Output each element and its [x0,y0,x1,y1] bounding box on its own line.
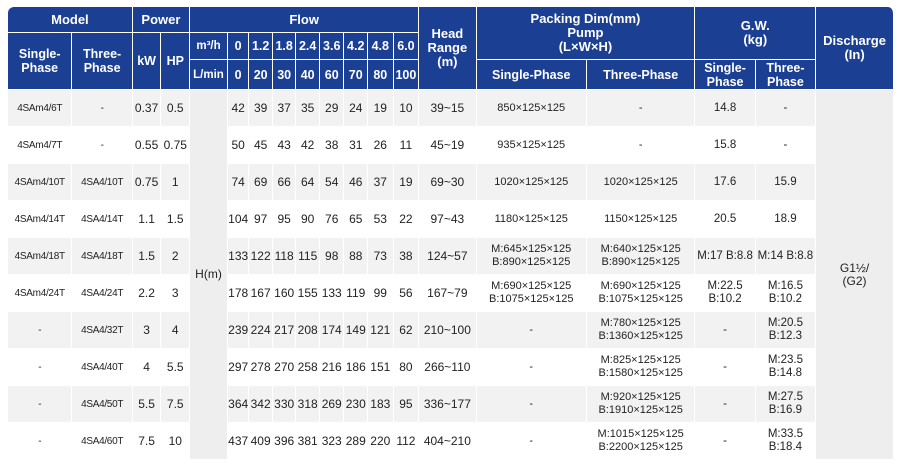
head-value: 155 [296,275,320,312]
gw-single-phase [695,423,755,460]
gw-single-phase [695,164,755,201]
gw-single-phase-line: - [723,360,727,373]
gw-single-phase [695,127,755,164]
head-value: 37 [368,164,394,201]
head-value: 62 [394,312,420,349]
head-value: 149 [344,312,368,349]
header-single-phase-line1: Single- [18,47,61,61]
header-power: Power [133,7,190,33]
header-gw-three-line2: Phase [766,74,804,89]
packing-three-phase [587,386,695,423]
head-value: 45 [249,127,273,164]
packing-single-phase [477,349,587,386]
power-kw: 0.55 [133,127,162,164]
flow-lmin-value: 100 [394,60,420,90]
head-value: 437 [228,423,249,460]
gw-single-phase [695,238,755,275]
model-single-phase: - [8,349,72,386]
packing-three-phase-line: B:2200×125×125 [598,441,683,453]
header-packing-line1: Packing Dim(mm) [530,11,641,26]
head-value: 381 [296,423,320,460]
packing-single-phase-line: 1180×125×125 [494,212,568,225]
header-single-phase [8,33,72,90]
gw-three-phase-line: B:10.2 [768,293,803,305]
model-single-phase: 4SAm4/6T [8,90,72,127]
packing-three-phase-line: M:780×125×125 [600,317,681,329]
table-row [8,201,894,238]
head-value: 318 [296,386,320,423]
flow-lmin-value: 30 [273,60,297,90]
packing-three-phase-line: B:1580×125×125 [598,367,683,379]
header-model: Model [8,7,133,33]
packing-three-phase-line: 1150×125×125 [604,212,678,225]
header-packing-line3: (L×W×H) [558,39,613,54]
head-value: 22 [394,201,420,238]
head-value: 74 [228,164,249,201]
head-range: 266~110 [419,349,476,386]
head-value: 98 [320,238,345,275]
power-kw: 5.5 [133,386,162,423]
packing-single-phase [477,423,587,460]
gw-three-phase-line: B:18.4 [768,441,803,453]
table-header [8,7,894,90]
pump-spec-table-container [8,7,894,460]
header-packing-line2: Pump [567,25,604,40]
table-row [8,127,894,164]
head-value: 183 [368,386,394,423]
head-value: 65 [344,201,368,238]
power-kw: 1.5 [133,238,162,275]
model-three-phase: - [72,127,132,164]
gw-three-phase [756,349,816,386]
model-three-phase: 4SA4/18T [72,238,132,275]
packing-single-phase-line: 1020×125×125 [494,175,569,188]
packing-single-phase-line: M:690×125×125 [491,280,572,292]
gw-single-phase [695,275,755,312]
packing-three-phase [587,127,695,164]
packing-three-phase [587,275,695,312]
flow-m3h-value: 1.2 [249,33,273,60]
gw-single-phase-line: 17.6 [713,175,737,188]
head-value: 278 [249,349,273,386]
packing-single-phase [477,201,587,238]
gw-single-phase-line: - [723,397,727,410]
gw-three-phase [756,275,816,312]
head-value: 174 [320,312,345,349]
header-gw-line1: G.W. [740,18,770,33]
flow-m3h-value: 3.6 [320,33,345,60]
gw-three-phase-line: M:23.5 [767,354,803,366]
packing-three-phase-line: M:825×125×125 [600,354,681,366]
head-range: 167~79 [419,275,476,312]
header-head-range [419,7,476,90]
head-range: 210~100 [419,312,476,349]
header-discharge-line1: Discharge [823,33,886,48]
packing-single-phase [477,164,587,201]
packing-three-phase-line: 1020×125×125 [603,175,678,188]
head-value: 56 [394,275,420,312]
model-three-phase: 4SA4/50T [72,386,132,423]
gw-three-phase [756,90,816,127]
gw-three-phase [756,312,816,349]
model-three-phase: 4SA4/10T [72,164,132,201]
header-single-phase-line2: Phase [21,61,59,75]
gw-single-phase-line: M:22.5 [707,280,743,292]
head-value: 216 [320,349,345,386]
model-single-phase: 4SAm4/18T [8,238,72,275]
packing-three-phase-line: B:1075×125×125 [598,293,683,305]
header-gw-three-phase [756,60,816,90]
gw-single-phase [695,201,755,238]
packing-three-phase [587,238,695,275]
power-hp: 3 [161,275,190,312]
packing-single-phase-line: - [529,434,534,447]
flow-m3h-value: 2.4 [296,33,320,60]
gw-single-phase-line: M:17 B:8.8 [697,249,753,262]
packing-single-phase-line: B:1075×125×125 [489,293,574,305]
gw-three-phase [756,201,816,238]
gw-single-phase [695,312,755,349]
model-single-phase: 4SAm4/10T [8,164,72,201]
head-value: 224 [249,312,273,349]
gw-three-phase [756,238,816,275]
header-flow-unit-lmin: L/min [190,60,228,90]
head-value: 297 [228,349,249,386]
head-value: 167 [249,275,273,312]
packing-single-phase [477,386,587,423]
header-head-range-unit: (m) [437,54,458,69]
gw-three-phase-line: B:14.8 [768,367,803,379]
gw-three-phase [756,164,816,201]
head-value: 409 [249,423,273,460]
head-value: 24 [344,90,368,127]
power-hp: 10 [161,423,190,460]
head-value: 38 [394,238,420,275]
power-hp: 4 [161,312,190,349]
head-value: 90 [296,201,320,238]
head-value: 133 [228,238,249,275]
head-value: 42 [228,90,249,127]
power-kw: 3 [133,312,162,349]
head-value: 88 [344,238,368,275]
head-value: 99 [368,275,394,312]
flow-m3h-value: 4.8 [368,33,394,60]
gw-three-phase-line: M:14 B:8.8 [757,249,814,262]
head-value: 73 [368,238,394,275]
header-three-phase [72,33,132,90]
head-value: 43 [273,127,297,164]
model-single-phase: 4SAm4/7T [8,127,72,164]
gw-three-phase-line: - [783,138,788,151]
head-range: 404~210 [419,423,476,460]
packing-three-phase-line: M:640×125×125 [600,243,681,255]
power-hp: 1 [161,164,190,201]
model-single-phase: - [8,312,72,349]
head-value: 11 [394,127,420,164]
table-row [8,238,894,275]
discharge-value-line2: (G2) [842,273,867,288]
gw-single-phase [695,386,755,423]
gw-three-phase-line: - [783,101,788,114]
header-gw-single-line1: Single- [704,60,746,75]
head-value: 258 [296,349,320,386]
head-value: 95 [273,201,297,238]
head-value: 364 [228,386,249,423]
packing-three-phase-line: M:690×125×125 [600,280,681,292]
head-value: 53 [368,201,394,238]
packing-single-phase-line: 935×125×125 [497,138,566,151]
header-packing-dim [477,7,696,60]
packing-single-phase [477,238,587,275]
head-value: 151 [368,349,394,386]
head-value: 38 [320,127,345,164]
head-value: 186 [344,349,368,386]
table-row [8,164,894,201]
flow-m3h-value: 6.0 [394,33,420,60]
discharge-value [816,90,894,460]
head-value: 118 [273,238,297,275]
head-range: 97~43 [419,201,476,238]
gw-single-phase [695,349,755,386]
gw-three-phase-line: B:16.9 [768,404,803,416]
head-range: 45~19 [419,127,476,164]
gw-three-phase-line: B:12.3 [768,330,803,342]
power-hp: 0.5 [161,90,190,127]
head-value: 37 [273,90,297,127]
table-row [8,386,894,423]
gw-three-phase-line: 18.9 [774,212,797,225]
header-discharge-line2: (In) [844,47,865,62]
table-row [8,275,894,312]
header-packing-single-phase: Single-Phase [477,60,587,90]
packing-three-phase-line: B:890×125×125 [601,256,680,268]
packing-single-phase-line: - [529,323,534,336]
h-axis-label: H(m) [190,90,228,460]
head-value: 95 [394,386,420,423]
packing-three-phase-line: - [638,138,643,151]
head-value: 104 [228,201,249,238]
header-hp: HP [161,33,190,90]
head-value: 178 [228,275,249,312]
header-packing-three-phase: Three-Phase [587,60,695,90]
packing-single-phase [477,90,587,127]
head-range: 336~177 [419,386,476,423]
gw-three-phase-line: 15.9 [774,175,797,188]
head-value: 76 [320,201,345,238]
head-value: 54 [320,164,345,201]
flow-lmin-value: 60 [320,60,345,90]
header-three-phase-line2: Phase [83,61,121,75]
head-value: 342 [249,386,273,423]
gw-three-phase [756,127,816,164]
head-value: 121 [368,312,394,349]
gw-single-phase-line: 20.5 [713,212,737,225]
model-single-phase: - [8,386,72,423]
head-value: 19 [394,164,420,201]
header-gw-line2: (kg) [743,32,768,47]
gw-single-phase-line: 15.8 [713,138,737,151]
head-value: 66 [273,164,297,201]
head-value: 208 [296,312,320,349]
packing-three-phase [587,90,695,127]
flow-m3h-value: 4.2 [344,33,368,60]
head-value: 39 [249,90,273,127]
header-head-range-line2: Range [427,40,468,55]
head-range: 39~15 [419,90,476,127]
flow-lmin-value: 0 [228,60,249,90]
head-value: 46 [344,164,368,201]
packing-single-phase [477,275,587,312]
header-flow: Flow [190,7,419,33]
packing-three-phase-line: M:920×125×125 [600,391,681,403]
head-value: 119 [344,275,368,312]
packing-three-phase-line: B:1910×125×125 [598,404,683,416]
discharge-value-line1: G1½/ [839,260,870,275]
gw-single-phase-line: - [723,434,727,447]
header-discharge [816,7,894,90]
packing-single-phase [477,127,587,164]
power-hp: 0.75 [161,127,190,164]
header-gw-three-line1: Three- [766,60,805,75]
model-three-phase: 4SA4/14T [72,201,132,238]
gw-three-phase-line: M:20.5 [767,317,803,329]
head-range: 69~30 [419,164,476,201]
head-value: 133 [320,275,345,312]
table-body [8,90,894,460]
gw-three-phase-line: M:33.5 [767,428,803,440]
flow-m3h-value: 0 [228,33,249,60]
header-gw-single-phase [695,60,755,90]
packing-single-phase-line: 850×125×125 [497,101,566,114]
table-row [8,90,894,127]
packing-single-phase-line: B:890×125×125 [492,256,571,268]
head-value: 64 [296,164,320,201]
packing-three-phase-line: - [638,101,643,114]
head-value: 289 [344,423,368,460]
table-row [8,423,894,460]
head-value: 115 [296,238,320,275]
packing-three-phase [587,164,695,201]
model-single-phase: 4SAm4/14T [8,201,72,238]
power-kw: 0.75 [133,164,162,201]
header-three-phase-line1: Three- [83,47,122,61]
head-value: 29 [320,90,345,127]
power-hp: 2 [161,238,190,275]
header-head-range-line1: Head [431,26,464,41]
head-value: 220 [368,423,394,460]
model-single-phase: 4SAm4/24T [8,275,72,312]
head-range: 124~57 [419,238,476,275]
packing-three-phase-line: M:1015×125×125 [597,428,684,440]
head-value: 160 [273,275,297,312]
power-hp: 7.5 [161,386,190,423]
gw-three-phase-line: M:16.5 [767,280,803,292]
head-value: 80 [394,349,420,386]
flow-lmin-value: 70 [344,60,368,90]
head-value: 122 [249,238,273,275]
head-value: 97 [249,201,273,238]
head-value: 35 [296,90,320,127]
pump-spec-table [8,7,894,460]
gw-single-phase [695,90,755,127]
packing-single-phase [477,312,587,349]
packing-single-phase-line: - [529,360,534,373]
power-kw: 0.37 [133,90,162,127]
head-value: 42 [296,127,320,164]
head-value: 112 [394,423,420,460]
gw-three-phase-line: M:27.5 [767,391,803,403]
head-value: 230 [344,386,368,423]
head-value: 330 [273,386,297,423]
head-value: 69 [249,164,273,201]
packing-three-phase-line: B:1360×125×125 [598,330,683,342]
table-row [8,349,894,386]
head-value: 19 [368,90,394,127]
head-value: 396 [273,423,297,460]
table-row [8,312,894,349]
header-kw: kW [133,33,162,90]
model-three-phase: 4SA4/60T [72,423,132,460]
power-kw: 2.2 [133,275,162,312]
gw-three-phase [756,423,816,460]
flow-lmin-value: 40 [296,60,320,90]
header-gross-weight [695,7,816,60]
power-hp: 5.5 [161,349,190,386]
model-three-phase: 4SA4/24T [72,275,132,312]
head-value: 26 [368,127,394,164]
power-kw: 1.1 [133,201,162,238]
head-value: 50 [228,127,249,164]
packing-single-phase-line: M:645×125×125 [491,243,572,255]
model-three-phase: 4SA4/40T [72,349,132,386]
packing-three-phase [587,349,695,386]
packing-single-phase-line: - [529,397,534,410]
model-single-phase: - [8,423,72,460]
head-value: 269 [320,386,345,423]
head-value: 217 [273,312,297,349]
power-hp: 1.5 [161,201,190,238]
flow-m3h-value: 1.8 [273,33,297,60]
gw-three-phase [756,386,816,423]
flow-lmin-value: 20 [249,60,273,90]
head-value: 10 [394,90,420,127]
power-kw: 7.5 [133,423,162,460]
packing-three-phase [587,312,695,349]
gw-single-phase-line: 14.8 [713,101,737,114]
head-value: 31 [344,127,368,164]
gw-single-phase-line: - [723,323,727,336]
model-three-phase: 4SA4/32T [72,312,132,349]
packing-three-phase [587,423,695,460]
gw-single-phase-line: B:10.2 [708,293,742,305]
head-value: 239 [228,312,249,349]
head-value: 323 [320,423,345,460]
packing-three-phase [587,201,695,238]
header-flow-unit-m3h: m³/h [190,33,228,60]
model-three-phase: - [72,90,132,127]
flow-lmin-value: 80 [368,60,394,90]
power-kw: 4 [133,349,162,386]
header-gw-single-line2: Phase [706,74,744,89]
head-value: 270 [273,349,297,386]
